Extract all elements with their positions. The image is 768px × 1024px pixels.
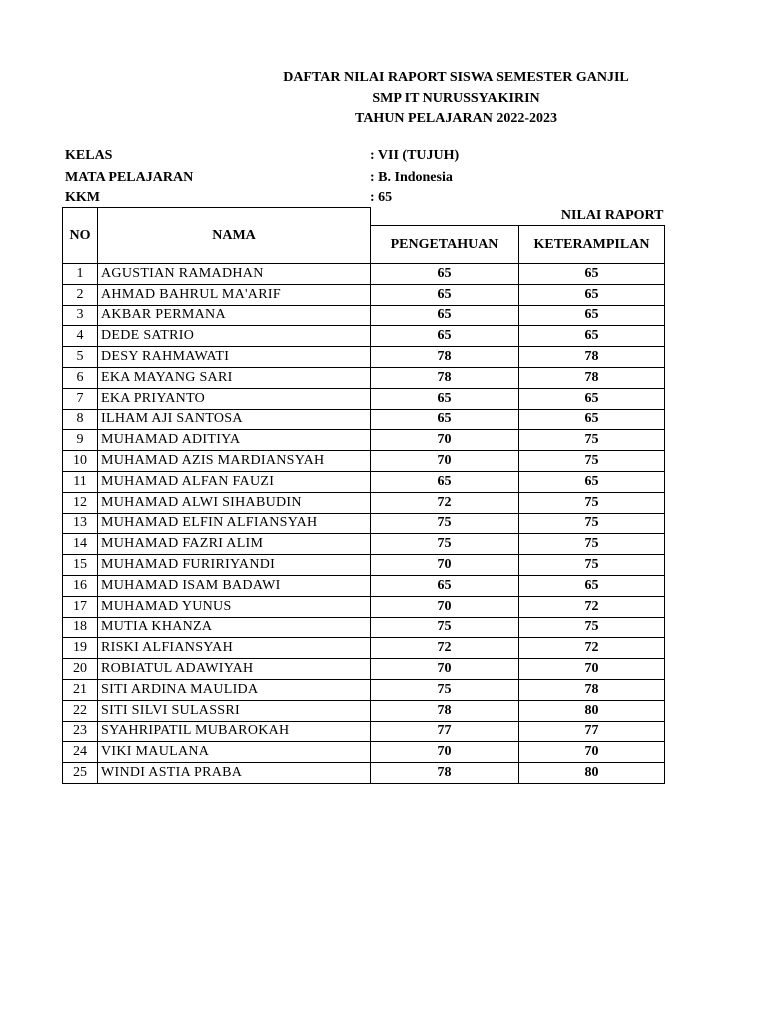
mapel-value: : B. Indonesia <box>370 170 453 185</box>
column-header-no: NO <box>63 208 98 264</box>
score-pengetahuan: 72 <box>371 638 519 659</box>
table-row <box>63 721 665 742</box>
school-name: SMP IT NURUSSYAKIRIN <box>372 91 540 106</box>
score-pengetahuan: 70 <box>371 451 519 472</box>
row-number: 19 <box>63 638 98 659</box>
table-row <box>63 264 665 285</box>
score-pengetahuan: 75 <box>371 679 519 700</box>
score-pengetahuan: 65 <box>371 471 519 492</box>
score-pengetahuan: 70 <box>371 430 519 451</box>
row-number: 5 <box>63 347 98 368</box>
table-row <box>63 305 665 326</box>
score-keterampilan: 65 <box>519 305 665 326</box>
score-keterampilan: 75 <box>519 617 665 638</box>
row-number: 18 <box>63 617 98 638</box>
table-row <box>63 638 665 659</box>
row-number: 25 <box>63 763 98 784</box>
score-keterampilan: 65 <box>519 575 665 596</box>
table-row <box>63 388 665 409</box>
table-row <box>63 555 665 576</box>
score-keterampilan: 75 <box>519 430 665 451</box>
score-keterampilan: 80 <box>519 763 665 784</box>
row-number: 13 <box>63 513 98 534</box>
row-number: 15 <box>63 555 98 576</box>
table-row <box>63 575 665 596</box>
score-keterampilan: 65 <box>519 471 665 492</box>
score-keterampilan: 72 <box>519 638 665 659</box>
table-row <box>63 430 665 451</box>
score-keterampilan: 72 <box>519 596 665 617</box>
row-number: 2 <box>63 284 98 305</box>
document-title: DAFTAR NILAI RAPORT SISWA SEMESTER GANJIL <box>283 70 629 85</box>
table-row <box>63 347 665 368</box>
score-pengetahuan: 70 <box>371 596 519 617</box>
score-keterampilan: 75 <box>519 451 665 472</box>
table-row <box>63 471 665 492</box>
student-name: MUHAMAD ELFIN ALFIANSYAH <box>98 513 371 534</box>
student-name: MUHAMAD ALFAN FAUZI <box>98 471 371 492</box>
student-name: MUHAMAD FURIRIYANDI <box>98 555 371 576</box>
score-pengetahuan: 65 <box>371 388 519 409</box>
score-keterampilan: 70 <box>519 659 665 680</box>
column-header-pengetahuan: PENGETAHUAN <box>371 226 519 264</box>
row-number: 16 <box>63 575 98 596</box>
score-keterampilan: 75 <box>519 534 665 555</box>
student-name: MUHAMAD YUNUS <box>98 596 371 617</box>
score-pengetahuan: 78 <box>371 347 519 368</box>
score-keterampilan: 75 <box>519 492 665 513</box>
score-keterampilan: 65 <box>519 264 665 285</box>
student-name: MUHAMAD ADITIYA <box>98 430 371 451</box>
row-number: 3 <box>63 305 98 326</box>
row-number: 22 <box>63 700 98 721</box>
column-header-keterampilan: KETERAMPILAN <box>519 226 665 264</box>
student-name: VIKI MAULANA <box>98 742 371 763</box>
score-pengetahuan: 65 <box>371 264 519 285</box>
student-name: RISKI ALFIANSYAH <box>98 638 371 659</box>
score-pengetahuan: 65 <box>371 305 519 326</box>
kkm-value: : 65 <box>370 190 393 205</box>
row-number: 24 <box>63 742 98 763</box>
kelas-label: KELAS <box>65 148 113 163</box>
table-row <box>63 659 665 680</box>
score-pengetahuan: 78 <box>371 367 519 388</box>
student-name: MUHAMAD ALWI SIHABUDIN <box>98 492 371 513</box>
table-row <box>63 742 665 763</box>
row-number: 20 <box>63 659 98 680</box>
kkm-label: KKM <box>65 190 100 205</box>
table-row <box>63 451 665 472</box>
row-number: 23 <box>63 721 98 742</box>
score-pengetahuan: 77 <box>371 721 519 742</box>
score-keterampilan: 78 <box>519 679 665 700</box>
student-name: AGUSTIAN RAMADHAN <box>98 264 371 285</box>
row-number: 1 <box>63 264 98 285</box>
student-name: SITI ARDINA MAULIDA <box>98 679 371 700</box>
column-header-nama: NAMA <box>98 208 371 264</box>
kelas-value: : VII (TUJUH) <box>370 148 460 163</box>
row-number: 12 <box>63 492 98 513</box>
row-number: 9 <box>63 430 98 451</box>
student-name: EKA MAYANG SARI <box>98 367 371 388</box>
score-keterampilan: 77 <box>519 721 665 742</box>
row-number: 8 <box>63 409 98 430</box>
student-name: SITI SILVI SULASSRI <box>98 700 371 721</box>
student-name: EKA PRIYANTO <box>98 388 371 409</box>
score-keterampilan: 65 <box>519 409 665 430</box>
table-row <box>63 596 665 617</box>
student-name: MUHAMAD FAZRI ALIM <box>98 534 371 555</box>
mapel-label: MATA PELAJARAN <box>65 170 194 185</box>
table-row <box>63 763 665 784</box>
student-name: AHMAD BAHRUL MA'ARIF <box>98 284 371 305</box>
grades-table <box>62 207 665 784</box>
score-keterampilan: 80 <box>519 700 665 721</box>
score-keterampilan: 65 <box>519 284 665 305</box>
student-name: AKBAR PERMANA <box>98 305 371 326</box>
table-row <box>63 534 665 555</box>
score-keterampilan: 65 <box>519 326 665 347</box>
student-name: MUHAMAD AZIS MARDIANSYAH <box>98 451 371 472</box>
score-pengetahuan: 65 <box>371 284 519 305</box>
score-pengetahuan: 78 <box>371 700 519 721</box>
score-pengetahuan: 75 <box>371 513 519 534</box>
student-name: MUHAMAD ISAM BADAWI <box>98 575 371 596</box>
student-name: DESY RAHMAWATI <box>98 347 371 368</box>
score-keterampilan: 75 <box>519 513 665 534</box>
score-pengetahuan: 65 <box>371 409 519 430</box>
student-name: ILHAM AJI SANTOSA <box>98 409 371 430</box>
score-pengetahuan: 70 <box>371 659 519 680</box>
score-keterampilan: 75 <box>519 555 665 576</box>
student-name: WINDI ASTIA PRABA <box>98 763 371 784</box>
row-number: 17 <box>63 596 98 617</box>
score-pengetahuan: 72 <box>371 492 519 513</box>
row-number: 6 <box>63 367 98 388</box>
score-keterampilan: 65 <box>519 388 665 409</box>
table-row <box>63 492 665 513</box>
student-name: SYAHRIPATIL MUBAROKAH <box>98 721 371 742</box>
table-row <box>63 409 665 430</box>
score-pengetahuan: 70 <box>371 742 519 763</box>
score-keterampilan: 78 <box>519 367 665 388</box>
table-row <box>63 367 665 388</box>
score-keterampilan: 70 <box>519 742 665 763</box>
student-name: MUTIA KHANZA <box>98 617 371 638</box>
table-body <box>63 264 665 784</box>
score-pengetahuan: 78 <box>371 763 519 784</box>
row-number: 10 <box>63 451 98 472</box>
academic-year: TAHUN PELAJARAN 2022-2023 <box>355 111 557 126</box>
score-pengetahuan: 65 <box>371 575 519 596</box>
score-pengetahuan: 75 <box>371 617 519 638</box>
row-number: 21 <box>63 679 98 700</box>
score-pengetahuan: 65 <box>371 326 519 347</box>
column-group-nilai-raport: NILAI RAPORT <box>371 208 665 226</box>
student-name: DEDE SATRIO <box>98 326 371 347</box>
score-keterampilan: 78 <box>519 347 665 368</box>
score-pengetahuan: 75 <box>371 534 519 555</box>
row-number: 7 <box>63 388 98 409</box>
table-row <box>63 284 665 305</box>
row-number: 11 <box>63 471 98 492</box>
score-pengetahuan: 70 <box>371 555 519 576</box>
table-row <box>63 617 665 638</box>
table-row <box>63 326 665 347</box>
table-row <box>63 679 665 700</box>
row-number: 14 <box>63 534 98 555</box>
student-name: ROBIATUL ADAWIYAH <box>98 659 371 680</box>
row-number: 4 <box>63 326 98 347</box>
table-row <box>63 700 665 721</box>
table-row <box>63 513 665 534</box>
